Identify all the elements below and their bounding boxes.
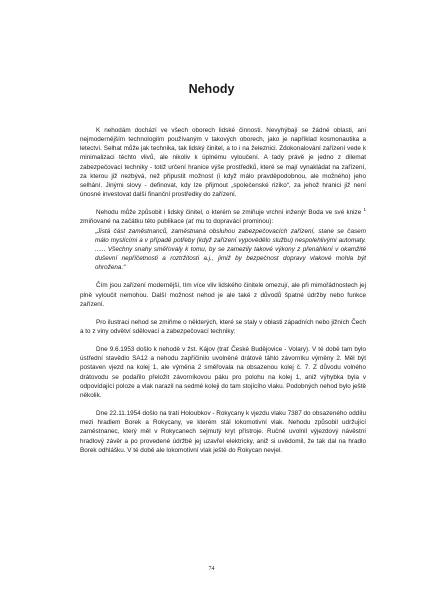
paragraph-rokycany-accident: Dne 22.11.1954 došlo na trati Holoubkov - Rokycany k vjezdu vlaku 7387 do obsazeného oddílu mezi hradlem Borek a Rokycany, ve kterém stál lokomotivní vlak. Nehodu způsobil udržující zaměstnanec, který měl v Rokycanech sejmutý kryt přístroje. Ručně uvolnil výjezdový návěstní hradlový závěr a po provedené údržbě jej uzavřel elektricky, aniž si uvědomil, že tak dal na hradlo Borek odhlášku. V té době ale lokomotivní vlak ještě do Rokycan nevjel.	[80, 410, 366, 454]
page-title: Nehody	[188, 82, 235, 96]
paragraph-kajov-accident: Dne 9.6.1953 došlo k nehodě v žst. Kájov (trať České Budějovice - Volary). V té době tam bylo ústřední stavědlo SA12 a nehodu zapříčinilo uvolněné drátové táhlo závorníku výměny 2. Měl být postaven vjezd na kolej 1, ale výměna 2 směřovala na obsazenou kolej č. 7. Z důvodu volného drátovodu se podařilo přeložit závorníkovou páku pro polohu na kolej 1, aniž výhybka byla v odpovídající poloze a vlak narazil na sedmé koleji do tam stojícího vlaku. Podobných nehod bylo ještě několik.	[80, 346, 366, 399]
body-text	[80, 126, 366, 464]
paragraph-human-factor-start: Nehodu může způsobit i lidský činitel, o kterém se zmiňuje vrchní inženýr Boda ve své knize	[96, 209, 362, 217]
paragraph-human-factor	[80, 208, 366, 226]
paragraph-human-factor-end: zmiňované na začátku této publikace (ať mu to dopravácí prominou):	[80, 218, 274, 226]
paragraph-illustration: Pro ilustraci nehod se zmiňme o některých, které se staly v oblasti západních nebo jižních Čech a to z viny odvětví sdělovací a zabezpečovací techniky:	[80, 318, 366, 335]
page-number: 74	[208, 566, 215, 572]
footnote-marker: 1	[363, 207, 366, 213]
paragraph-modern-systems: Čím jsou zařízení modernější, tím více vliv lidského činitele omezují, ale při mimořádnostech jej plně vyloučit nemohou. Další možnost nehod je ale také z důvodů špatné údržby nebo funkce zařízení.	[80, 282, 366, 308]
paragraph-intro: K nehodám dochází ve všech oborech lidské činnosti. Nevyhýbají se žádné oblasti, ani nejmodernějším technologiím používaným v takových oborech, jako je například kosmonautika a letectví. Selhat může jak technika, tak lidský činitel, a to i na železnici. Zdokonalování zařízení vede k minimalizaci těchto vlivů, ale nikoliv k úplnému vyloučení. A tady právě je jedno z dilemat zabezpečovací techniky - totiž určení hranice výše prostředků, které se mají vynakládat na zařízení, za kterou již nezbývá, než připustit možnost (i když málo pravděpodobnou, ale možného) jeho selhání. Jinými slovy - definovat, kdy lze přijmout „společenské riziko“, za jehož hranici již není únosné investovat další finanční prostředky do zařízení.	[80, 127, 366, 199]
block-quote	[95, 227, 366, 273]
quote-text: „Jistá část zaměstnanců, zaměstnaná obsluhou zabezpečovacích zařízení, stane se časem málo myslícími a v případě potřeby (když zařízení vypovědělo službu) nespolehlivými automaty. ...... Všechny snahy směřovaly k tomu, by se zamezily takové výkony z přenáhlení v okamžité duševní nepříčetnosti a roztržitosti a.j., jimiž by bezpečnost dopravy vlakové mohla být ohrožena.“	[95, 227, 366, 272]
